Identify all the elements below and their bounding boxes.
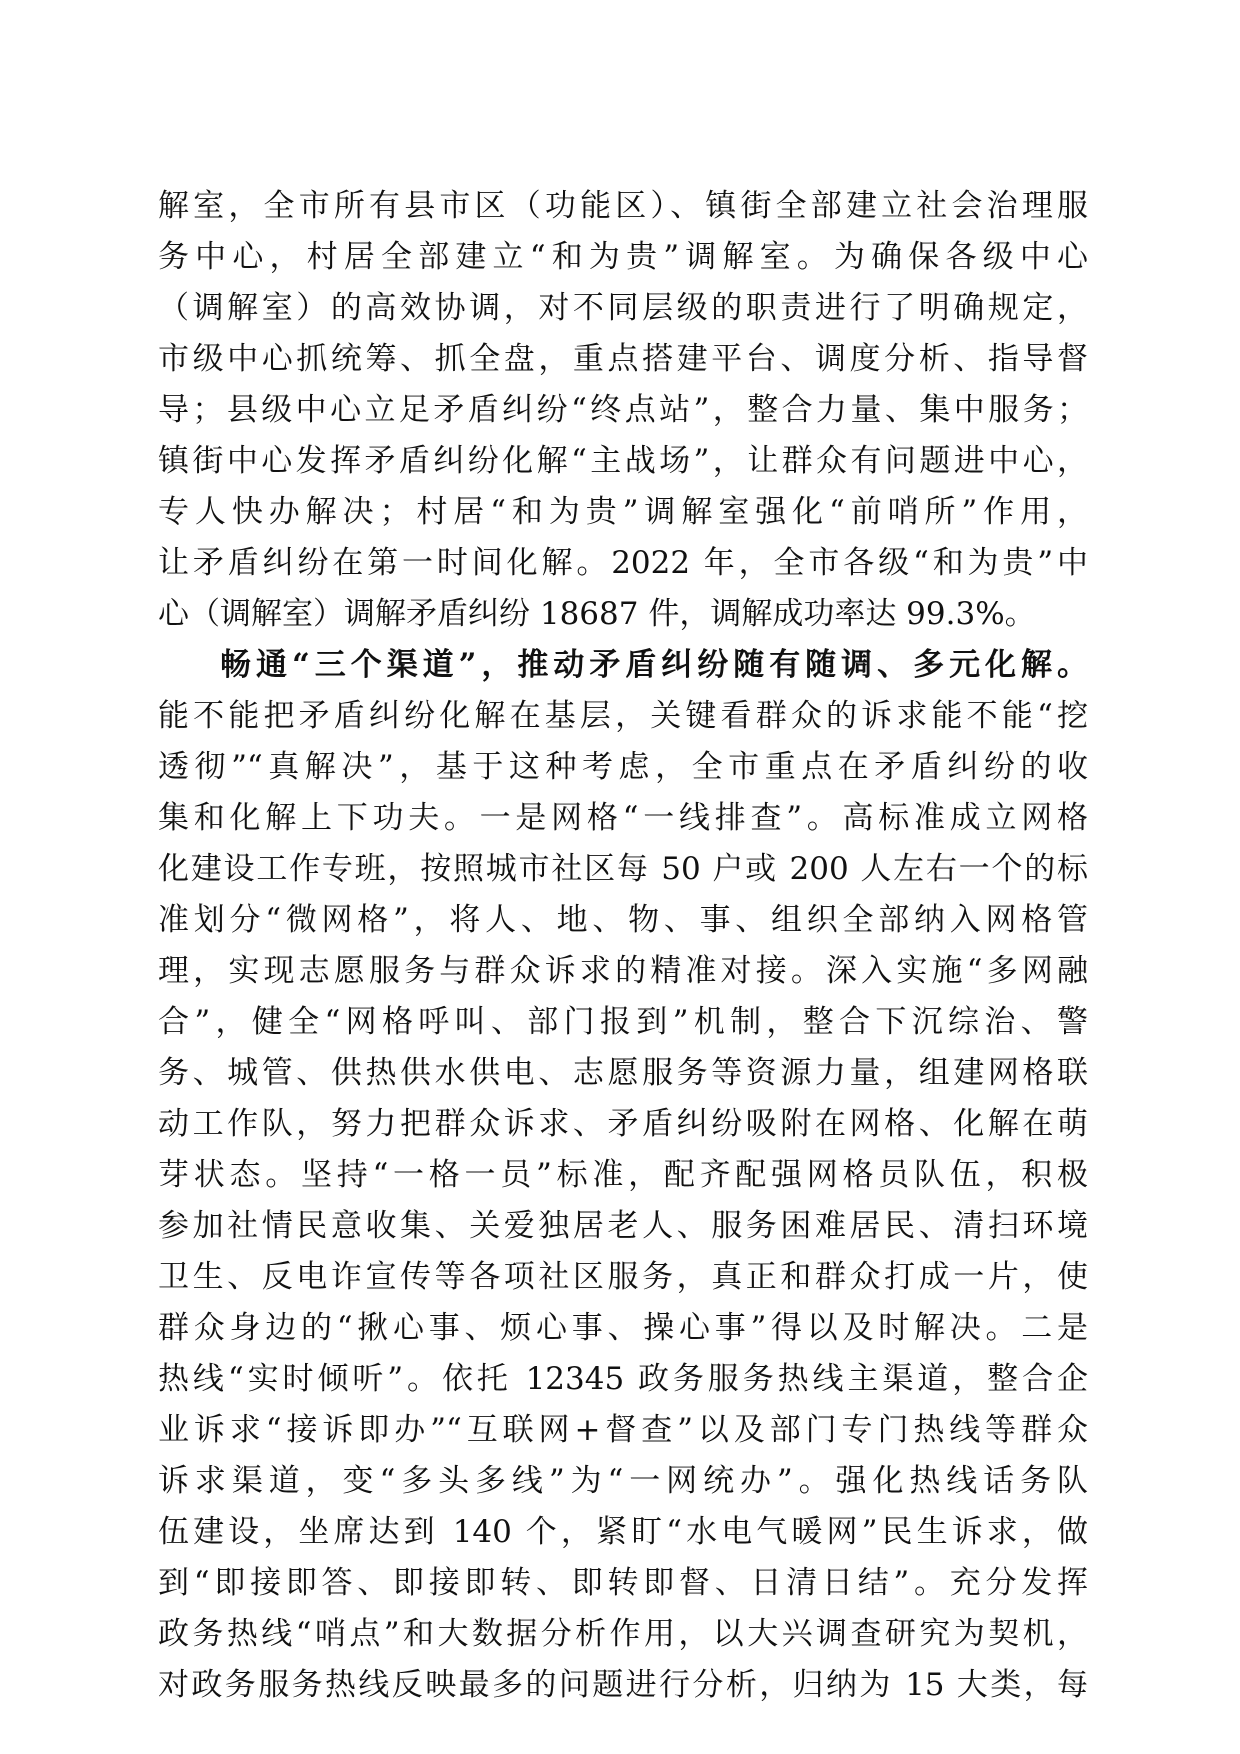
paragraph-line: （调解室）的高效协调，对不同层级的职责进行了明确规定， [158, 290, 1088, 326]
paragraph-line: 导；县级中心立足矛盾纠纷“终点站”，整合力量、集中服务； [158, 392, 1088, 428]
paragraph-line: 业诉求“接诉即办”“互联网+督查”以及部门专门热线等群众 [158, 1412, 1088, 1448]
paragraph-line: 群众身边的“揪心事、烦心事、操心事”得以及时解决。二是 [158, 1310, 1088, 1346]
paragraph-line: 合”，健全“网格呼叫、部门报到”机制，整合下沉综治、警 [158, 1004, 1088, 1040]
paragraph-line: 务、城管、供热供水供电、志愿服务等资源力量，组建网格联 [158, 1055, 1088, 1091]
paragraph-line: 能不能把矛盾纠纷化解在基层，关键看群众的诉求能不能“挖 [158, 698, 1088, 734]
paragraph-line: 化建设工作专班，按照城市社区每 50 户或 200 人左右一个的标 [158, 851, 1088, 887]
body-text [158, 181, 1088, 1711]
paragraph-line: 诉求渠道，变“多头多线”为“一网统办”。强化热线话务队 [158, 1463, 1088, 1499]
paragraph-line: 参加社情民意收集、关爱独居老人、服务困难居民、清扫环境 [158, 1208, 1088, 1244]
paragraph-line: 伍建设，坐席达到 140 个，紧盯“水电气暖网”民生诉求，做 [158, 1514, 1088, 1550]
paragraph-line: 心（调解室）调解矛盾纠纷 18687 件，调解成功率达 99.3%。 [158, 596, 1036, 632]
paragraph-line: 市级中心抓统筹、抓全盘，重点搭建平台、调度分析、指导督 [158, 341, 1088, 377]
paragraph-line: 理，实现志愿服务与群众诉求的精准对接。深入实施“多网融 [158, 953, 1088, 989]
paragraph-line: 集和化解上下功夫。一是网格“一线排查”。高标准成立网格 [158, 800, 1088, 836]
paragraph-line: 热线“实时倾听”。依托 12345 政务服务热线主渠道，整合企 [158, 1361, 1088, 1397]
paragraph-line: 解室，全市所有县市区（功能区）、镇街全部建立社会治理服 [158, 188, 1088, 224]
paragraph-line: 透彻”“真解决”，基于这种考虑，全市重点在矛盾纠纷的收 [158, 749, 1088, 785]
paragraph-line: 专人快办解决；村居“和为贵”调解室强化“前哨所”作用， [158, 494, 1088, 530]
section-heading: 畅通“三个渠道”，推动矛盾纠纷随有随调、多元化解。 [220, 647, 1088, 683]
paragraph-line: 到“即接即答、即接即转、即转即督、日清日结”。充分发挥 [158, 1565, 1088, 1601]
paragraph-line: 务中心，村居全部建立“和为贵”调解室。为确保各级中心 [158, 239, 1088, 275]
paragraph-line: 动工作队，努力把群众诉求、矛盾纠纷吸附在网格、化解在萌 [158, 1106, 1088, 1142]
paragraph-line: 准划分“微网格”，将人、地、物、事、组织全部纳入网格管 [158, 902, 1088, 938]
paragraph-line: 芽状态。坚持“一格一员”标准，配齐配强网格员队伍，积极 [158, 1157, 1088, 1193]
paragraph-line: 让矛盾纠纷在第一时间化解。2022 年，全市各级“和为贵”中 [158, 545, 1088, 581]
paragraph-line: 对政务服务热线反映最多的问题进行分析，归纳为 15 大类，每 [158, 1667, 1088, 1703]
paragraph-line: 卫生、反电诈宣传等各项社区服务，真正和群众打成一片，使 [158, 1259, 1088, 1295]
paragraph-line: 政务热线“哨点”和大数据分析作用，以大兴调查研究为契机， [158, 1616, 1088, 1652]
paragraph-line: 镇街中心发挥矛盾纠纷化解“主战场”，让群众有问题进中心， [158, 443, 1088, 479]
